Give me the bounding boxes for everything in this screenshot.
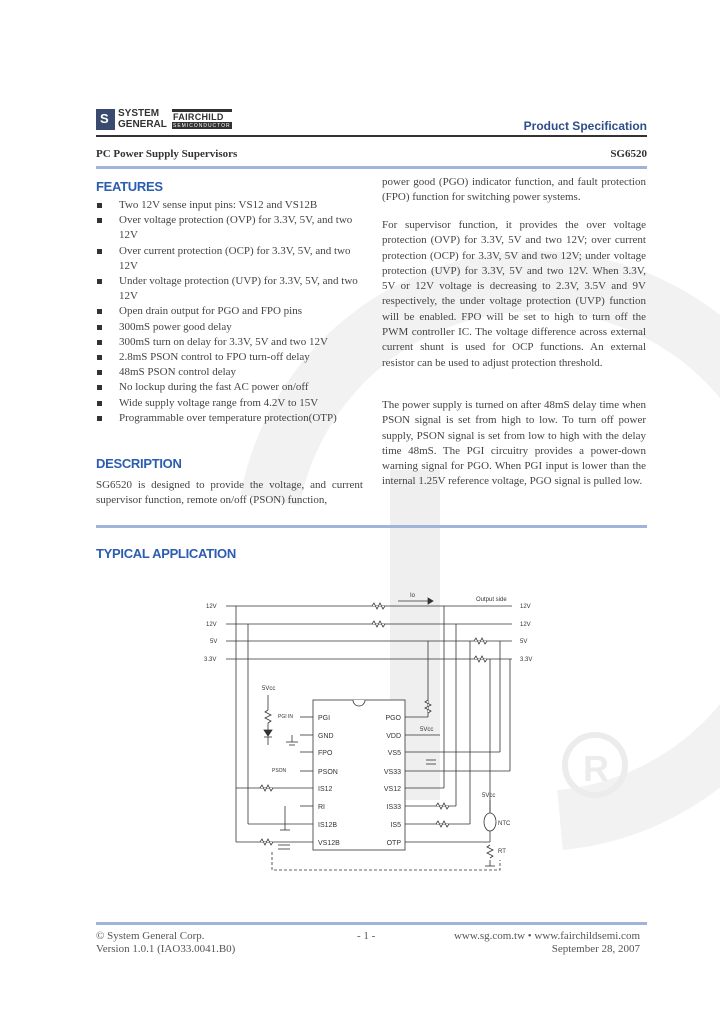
description-paragraph-2: For supervisor function, it provides the over voltage protection (OVP) for 3.3V, 5V and two 12V; over current protection (OCP) for 3.3V, 5V and two 12V; under voltage protection (UVP) for 3.3V, 5V and two 12V. When 3.3V, 5V or 12V voltage is decreasing to 2.3V, 3.5V and 9V respectively, the under voltage protection (UVP) function will be enabled. FPO will be set to high to turn off the PWM controller IC. The voltage difference across external current shunt is used for OCP functions. An external resistor can be used to adjust protection threshold. xyxy=(382,219,646,369)
feature-item: 300mS turn on delay for 3.3V, 5V and two 12V xyxy=(96,335,364,350)
output-side-label: Output side xyxy=(476,597,507,603)
document-title: PC Power Supply Supervisors xyxy=(96,148,238,160)
feature-item: Wide supply voltage range from 4.2V to 15V xyxy=(96,396,364,411)
pin-label-left: PSON xyxy=(318,769,338,776)
vcc-label-3: 5Vcc xyxy=(482,793,496,799)
pin-label-left: RI xyxy=(318,804,325,811)
feature-item: No lockup during the fast AC power on/off xyxy=(96,380,364,395)
feature-item: Under voltage protection (UVP) for 3.3V, 5V, and two 12V xyxy=(96,274,364,304)
pson-in-label: PSON xyxy=(272,768,287,774)
feature-item: Two 12V sense input pins: VS12 and VS12B xyxy=(96,198,364,213)
features-heading: FEATURES xyxy=(96,179,163,194)
footer-page-number: - 1 - xyxy=(357,930,376,942)
rail-label-5v-left: 5V xyxy=(210,639,218,645)
description-heading: DESCRIPTION xyxy=(96,456,182,471)
feature-item: Over current protection (OCP) for 3.3V, 5V, and two 12V xyxy=(96,244,364,274)
io-label: Io xyxy=(410,593,416,599)
pin-label-left: IS12B xyxy=(318,822,338,829)
pin-label-right: VS5 xyxy=(387,750,401,757)
vcc-label-1: 5Vcc xyxy=(262,686,276,692)
pin-label-right: VDD xyxy=(386,733,401,740)
rail-label-12v-right: 12V xyxy=(520,604,531,610)
footer-date: September 28, 2007 xyxy=(551,943,640,955)
pin-label-left: VS12B xyxy=(318,840,340,847)
part-number: SG6520 xyxy=(610,148,647,160)
logo-line-2: GENERAL xyxy=(118,119,167,130)
pgi-in-label: PGI IN xyxy=(278,714,294,720)
footer-websites[interactable]: www.sg.com.tw • www.fairchildsemi.com xyxy=(453,930,640,942)
feature-item: 48mS PSON control delay xyxy=(96,365,364,380)
partner-logo-sub: SEMICONDUCTOR xyxy=(173,123,231,129)
feature-item: Over voltage protection (OVP) for 3.3V, 5V, and two 12V xyxy=(96,213,364,243)
rail-label-33v-left: 3.3V xyxy=(204,657,217,663)
rail-label-12v-right-2: 12V xyxy=(520,622,531,628)
pin-label-right: VS12 xyxy=(383,786,401,793)
feature-item: 300mS power good delay xyxy=(96,320,364,335)
footer-rule xyxy=(96,922,647,925)
pin-label-left: IS12 xyxy=(318,786,333,793)
pin-label-left: PGI xyxy=(318,715,331,722)
typical-application-heading: TYPICAL APPLICATION xyxy=(96,546,236,561)
pin-label-left: GND xyxy=(318,733,334,740)
description-paragraph-3: The power supply is turned on after 48mS delay time when PSON signal is set from high to low. To turn off power supply, PSON signal is set from low to high with the delay time 48mS. The PGI circuitry provides a power-down warning signal for PGO. When PGI input is lower than the internal 1.25V reference voltage, PGO signal is pulled low. xyxy=(382,399,646,488)
footer-copyright: © System General Corp. xyxy=(96,930,205,942)
pin-label-left: FPO xyxy=(318,750,333,757)
logo-mark-icon: S xyxy=(96,109,115,130)
pin-label-right: IS5 xyxy=(390,822,401,829)
pin-label-right: OTP xyxy=(386,840,401,847)
pin-label-right: PGO xyxy=(385,715,401,722)
description-paragraph-1a: SG6520 is designed to provide the voltage, and current supervisor function, remote on/off (PSON) function, xyxy=(96,479,363,507)
svg-text:R: R xyxy=(583,748,609,789)
feature-item: Programmable over temperature protection(OTP) xyxy=(96,411,364,426)
product-spec-label: Product Specification xyxy=(523,119,647,133)
pin-label-right: IS33 xyxy=(386,804,401,811)
feature-item: 2.8mS PSON control to FPO turn-off delay xyxy=(96,350,364,365)
rail-label-5v-right: 5V xyxy=(520,639,528,645)
vcc-label-2: 5Vcc xyxy=(420,727,434,733)
feature-item: Open drain output for PGO and FPO pins xyxy=(96,304,364,319)
rail-label-33v-right: 3.3V xyxy=(520,657,533,663)
partner-logo-text: FAIRCHILD xyxy=(173,112,224,122)
ntc-label: NTC xyxy=(498,821,511,827)
rail-label-12v-left-2: 12V xyxy=(206,622,217,628)
rt-label: RT xyxy=(498,849,506,855)
rail-label-12v-left: 12V xyxy=(206,604,217,610)
footer-version: Version 1.0.1 (IAO33.0041.B0) xyxy=(96,943,236,955)
logo-line-1: SYSTEM xyxy=(118,108,160,119)
description-paragraph-1b: power good (PGO) indicator function, and fault protection (FPO) function for switching power systems. xyxy=(382,176,646,204)
pin-label-right: VS33 xyxy=(383,769,401,776)
